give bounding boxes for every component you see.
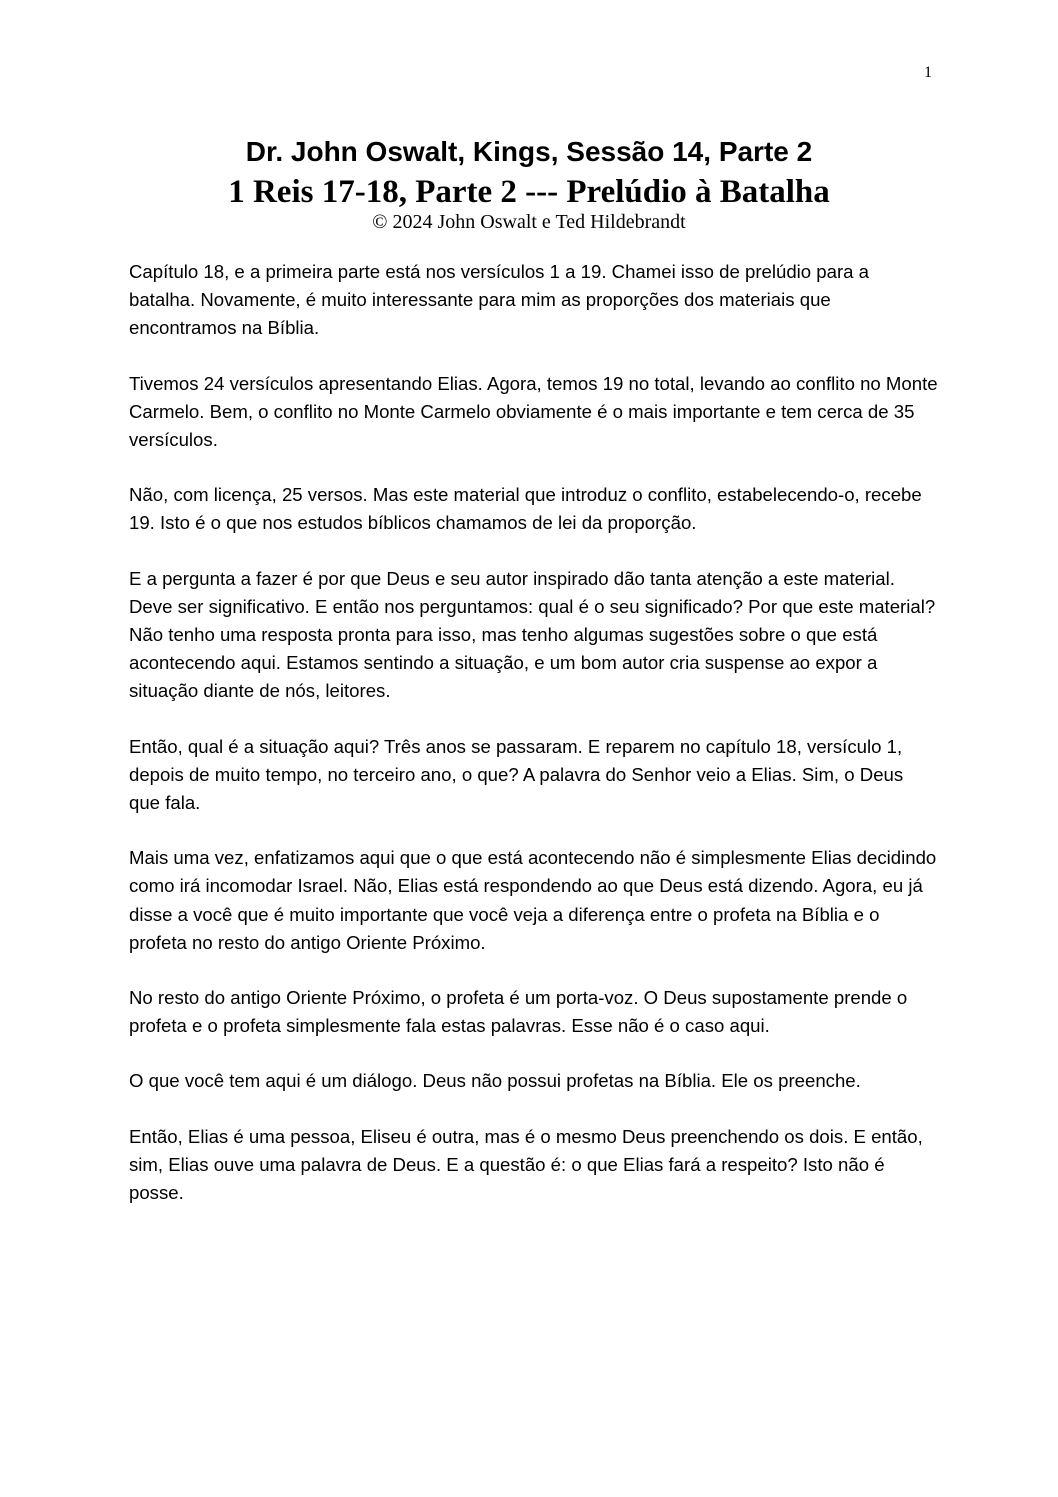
paragraph: Então, Elias é uma pessoa, Eliseu é outra, mas é o mesmo Deus preenchendo os dois. E então, sim, Elias ouve uma palavra de Deus. E a questão é: o que Elias fará a respeito? Isto não é posse.: [129, 1125, 923, 1204]
paragraph: Então, qual é a situação aqui? Três anos se passaram. E reparem no capítulo 18, versículo 1, depois de muito tempo, no terceiro ano, o que? A palavra do Senhor veio a Elias. Sim, o Deus que fala.: [129, 735, 904, 814]
document-header: [0, 134, 1058, 233]
document-subtitle: 1 Reis 17-18, Parte 2 --- Prelúdio à Batalha: [228, 174, 830, 210]
paragraph: O que você tem aqui é um diálogo. Deus não possui profetas na Bíblia. Ele os preenche.: [129, 1070, 861, 1092]
page-number: 1: [924, 64, 932, 81]
copyright-line: © 2024 John Oswalt e Ted Hildebrandt: [372, 211, 686, 233]
paragraph: No resto do antigo Oriente Próximo, o profeta é um porta-voz. O Deus supostamente prende o profeta e o profeta simplesmente fala estas palavras. Esse não é o caso aqui.: [129, 987, 908, 1037]
paragraph: Não, com licença, 25 versos. Mas este material que introduz o conflito, estabelecendo-o, recebe 19. Isto é o que nos estudos bíblicos chamamos de lei da proporção.: [129, 484, 922, 534]
paragraph: Tivemos 24 versículos apresentando Elias. Agora, temos 19 no total, levando ao conflito no Monte Carmelo. Bem, o conflito no Monte Carmelo obviamente é o mais importante e tem cerca de 35 versículos.: [129, 372, 938, 451]
document-title: Dr. John Oswalt, Kings, Sessão 14, Parte 2: [245, 136, 813, 167]
document-body: [129, 258, 939, 1234]
paragraph: E a pergunta a fazer é por que Deus e seu autor inspirado dão tanta atenção a este material. Deve ser significativo. E então nos perguntamos: qual é o seu significado? Por que este material? Não tenho uma resposta pronta para isso, mas tenho algumas sugestões sobre o que está acontecendo aqui. Estamos sentindo a situação, e um bom autor cria suspense ao expor a situação diante de nós, leitores.: [129, 567, 936, 702]
paragraph: Capítulo 18, e a primeira parte está nos versículos 1 a 19. Chamei isso de prelúdio para a batalha. Novamente, é muito interessante para mim as proporções dos materiais que encontramos na Bíblia.: [129, 261, 870, 339]
paragraph: Mais uma vez, enfatizamos aqui que o que está acontecendo não é simplesmente Elias decidindo como irá incomodar Israel. Não, Elias está respondendo ao que Deus está dizendo. Agora, eu já disse a você que é muito importante que você veja a diferença entre o profeta na Bíblia e o profeta no resto do antigo Oriente Próximo.: [129, 847, 937, 953]
